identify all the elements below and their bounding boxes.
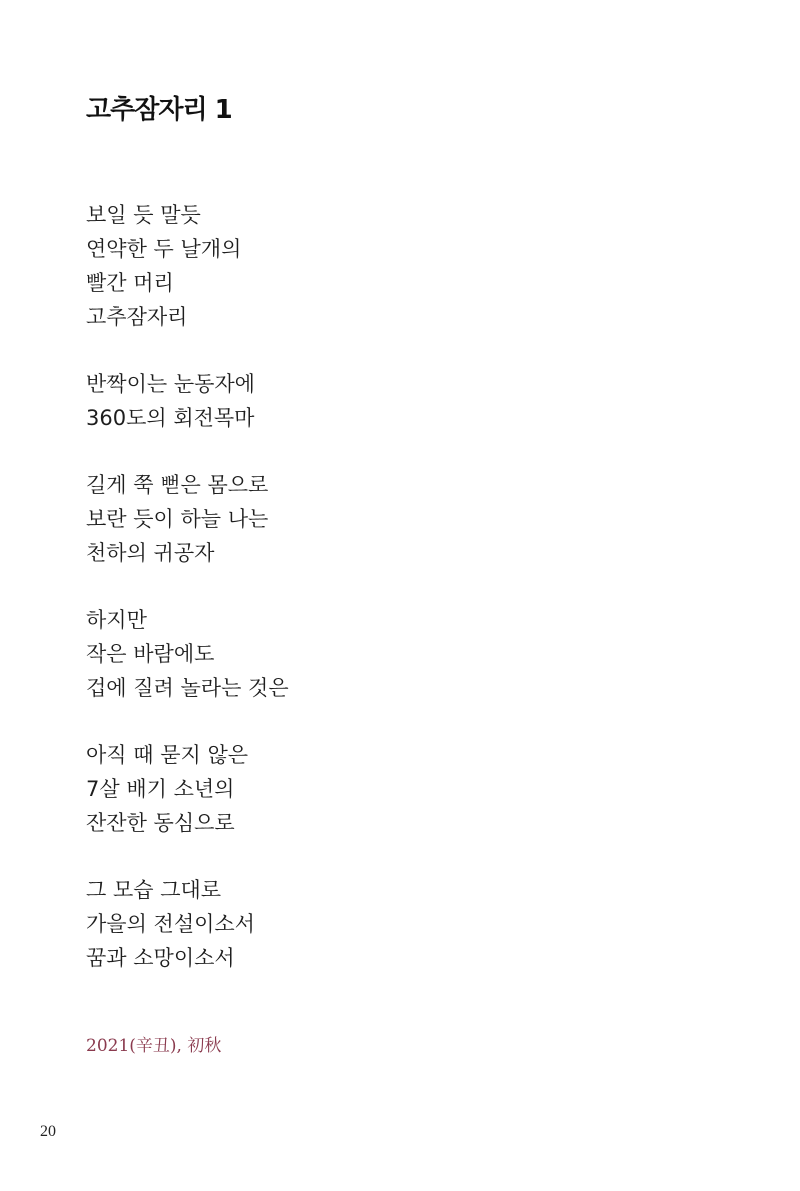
poem-line: 고추잠자리 [86, 305, 188, 329]
poem-line: 아직 때 묻지 않은 [86, 743, 249, 767]
poem-body [86, 198, 726, 1008]
poem-line: 반짝이는 눈동자에 [86, 372, 255, 396]
poem-line: 길게 쭉 뻗은 몸으로 [86, 473, 269, 497]
stanza-3 [86, 468, 726, 570]
poem-line: 360도의 회전목마 [86, 406, 255, 430]
poem-line: 보일 듯 말듯 [86, 203, 201, 227]
poem-line: 그 모습 그대로 [86, 878, 222, 902]
stanza-2 [86, 367, 726, 435]
page-number: 20 [40, 1123, 56, 1140]
poem-line: 작은 바람에도 [86, 642, 215, 666]
date-note: 2021(辛丑), 初秋 [86, 1036, 222, 1056]
poem-line: 보란 듯이 하늘 나는 [86, 507, 269, 531]
poem-line: 천하의 귀공자 [86, 541, 215, 565]
stanza-5 [86, 738, 726, 840]
stanza-6 [86, 873, 726, 975]
poem-title: 고추잠자리 1 [86, 95, 232, 125]
poem-line: 빨간 머리 [86, 271, 174, 295]
poem-line: 가을의 전설이소서 [86, 912, 255, 936]
poem-line: 연약한 두 날개의 [86, 237, 242, 261]
stanza-4 [86, 603, 726, 705]
poem-line: 하지만 [86, 608, 147, 632]
poem-line: 꿈과 소망이소서 [86, 946, 235, 970]
poem-line: 겁에 질려 놀라는 것은 [86, 676, 289, 700]
poem-line: 잔잔한 동심으로 [86, 811, 235, 835]
stanza-1 [86, 198, 726, 334]
poem-line: 7살 배기 소년의 [86, 777, 235, 801]
